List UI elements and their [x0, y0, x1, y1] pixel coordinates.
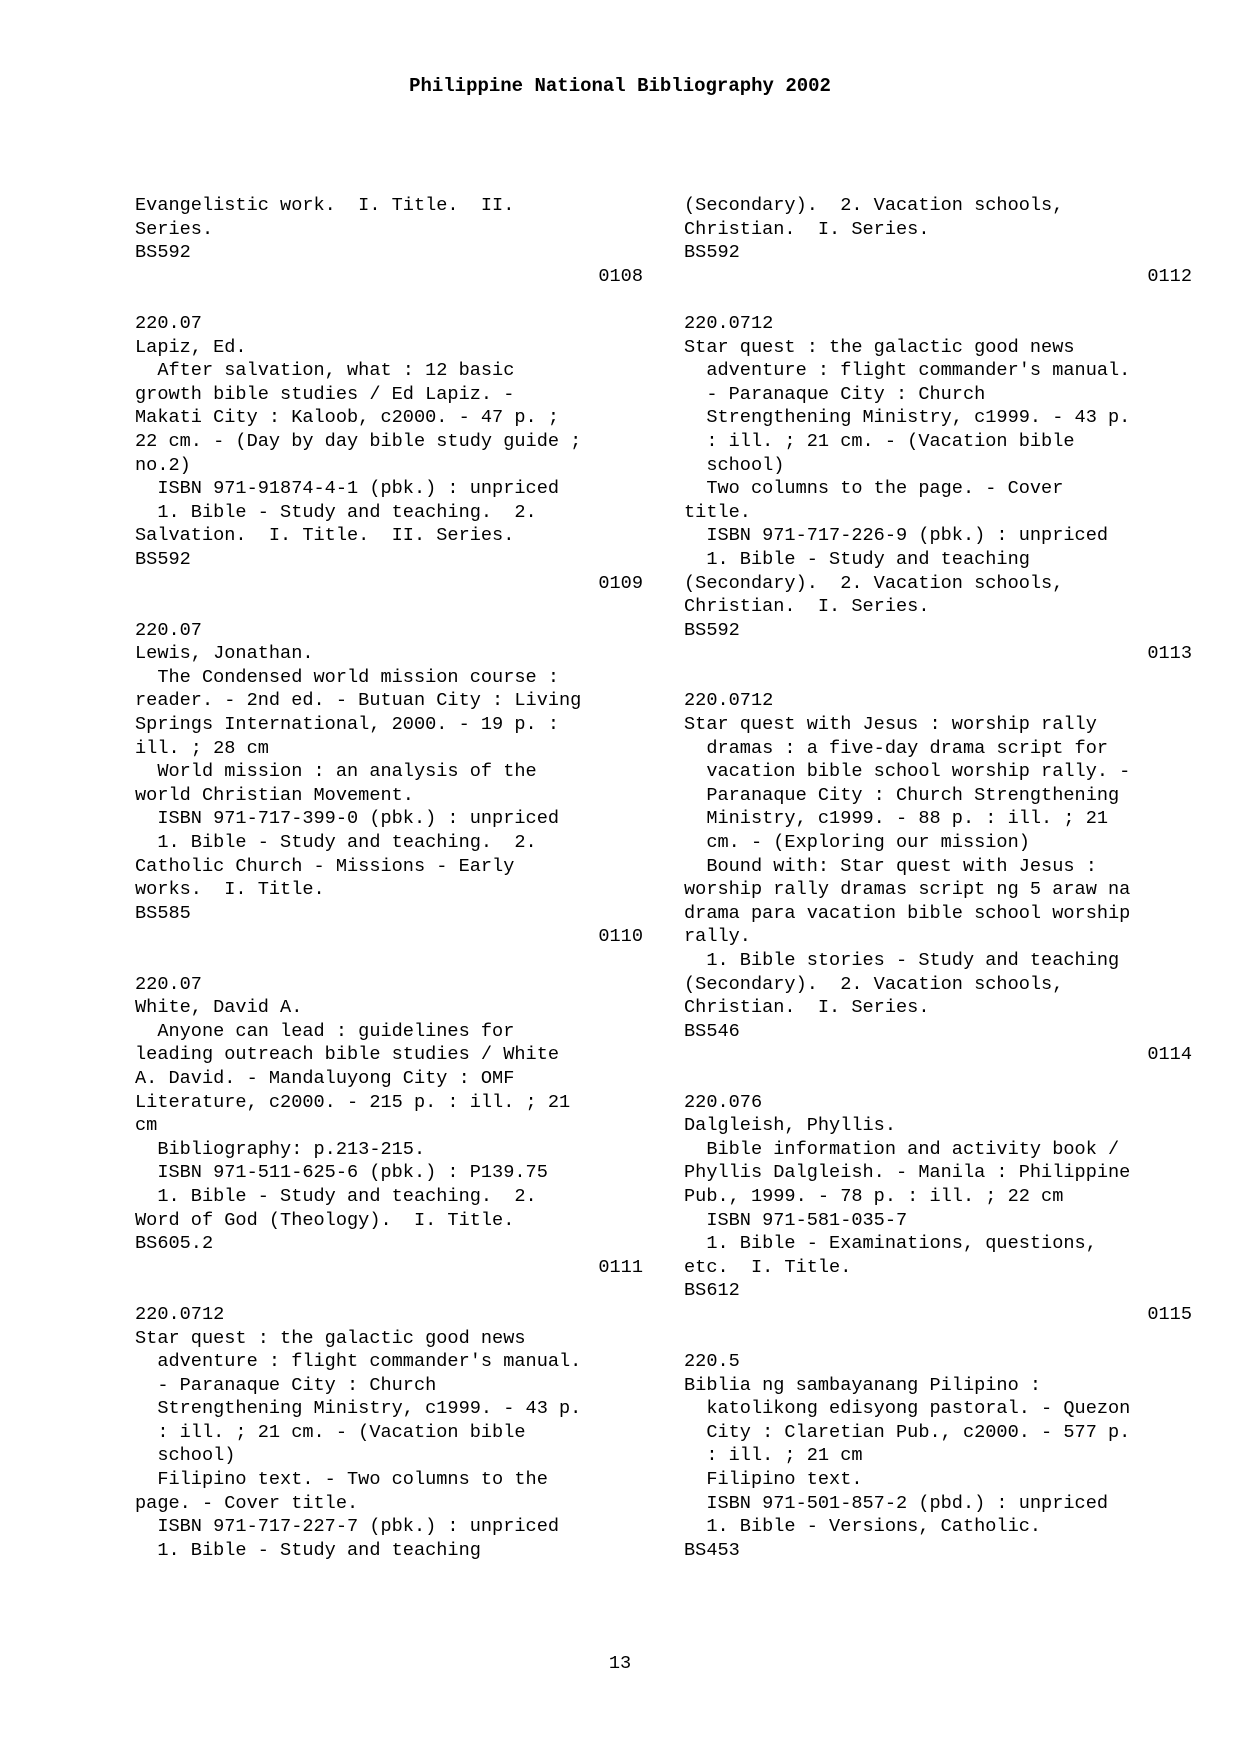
entry-line: growth bible studies / Ed Lapiz. - [135, 383, 515, 405]
entry-line: World mission : an analysis of the [135, 761, 537, 783]
entry-line: katolikong edisyong pastoral. - Quezon [684, 1398, 1131, 1420]
entry-line: worship rally dramas script ng 5 araw na [684, 879, 1131, 901]
entry-line: Catholic Church - Missions - Early [135, 855, 515, 877]
blank-line [684, 1327, 1192, 1351]
entry-number: 0115 [1147, 1303, 1192, 1325]
blank-line [135, 1279, 643, 1303]
entry-line: BS605.2 [135, 1233, 214, 1255]
entry-number: 0110 [598, 926, 643, 948]
entry-line: - Paranaque City : Church [684, 383, 986, 405]
entry-line: Phyllis Dalgleish. - Manila : Philippine [684, 1162, 1131, 1184]
entry-line: : ill. ; 21 cm [684, 1445, 863, 1467]
entry-line: Word of God (Theology). I. Title. [135, 1209, 515, 1231]
entry-line: ISBN 971-501-857-2 (pbd.) : unpriced [684, 1492, 1109, 1514]
entry-line: 1. Bible - Study and teaching. 2. [135, 501, 537, 523]
entry-line: leading outreach bible studies / White [135, 1044, 560, 1066]
entry-line: BS592 [684, 242, 740, 264]
blank-line [135, 949, 643, 973]
left-column [135, 194, 643, 1562]
entry-line: reader. - 2nd ed. - Butuan City : Living [135, 690, 582, 712]
entry-line: Anyone can lead : guidelines for [135, 1020, 515, 1042]
entry-line: Salvation. I. Title. II. Series. [135, 525, 515, 547]
blank-line [684, 288, 1192, 312]
entry-line: Star quest : the galactic good news [135, 1327, 526, 1349]
entry-line: vacation bible school worship rally. - [684, 761, 1131, 783]
entry-line: BS453 [684, 1539, 740, 1561]
entry-line: (Secondary). 2. Vacation schools, [684, 195, 1064, 216]
entry-line: school) [135, 1445, 236, 1467]
entry-line: Springs International, 2000. - 19 p. : [135, 714, 560, 736]
entry-number: 0109 [598, 572, 643, 594]
entry-line: Filipino text. - Two columns to the [135, 1469, 548, 1491]
entry-line: Bible information and activity book / [684, 1138, 1120, 1160]
entry-line: White, David A. [135, 997, 303, 1019]
entry-line: ISBN 971-511-625-6 (pbk.) : P139.75 [135, 1162, 548, 1184]
entry-line: Ministry, c1999. - 88 p. : ill. ; 21 [684, 808, 1109, 830]
entry-line: Bound with: Star quest with Jesus : [684, 855, 1097, 877]
entry-line: 220.07 [135, 619, 202, 641]
entry-line: Filipino text. [684, 1469, 863, 1491]
entry-line: 1. Bible - Study and teaching. 2. [135, 1185, 537, 1207]
entry-line: title. [684, 501, 751, 523]
entry-line: A. David. - Mandaluyong City : OMF [135, 1067, 515, 1089]
entry-line: Makati City : Kaloob, c2000. - 47 p. ; [135, 407, 560, 429]
entry-line: (Secondary). 2. Vacation schools, [684, 572, 1064, 594]
entry-line: Star quest with Jesus : worship rally [684, 714, 1097, 736]
entry-line: 1. Bible - Study and teaching [684, 548, 1030, 570]
entry-line: Lapiz, Ed. [135, 336, 247, 358]
entry-line: Lewis, Jonathan. [135, 643, 314, 665]
entry-line: Star quest : the galactic good news [684, 336, 1075, 358]
page-title: Philippine National Bibliography 2002 [409, 75, 831, 97]
entry-line: - Paranaque City : Church [135, 1374, 437, 1396]
entry-line: ISBN 971-717-227-7 (pbk.) : unpriced [135, 1516, 560, 1538]
entry-number: 0111 [598, 1256, 643, 1278]
entry-line: 220.0712 [684, 312, 774, 334]
entry-line: City : Claretian Pub., c2000. - 577 p. [684, 1421, 1131, 1443]
entry-line: 220.0712 [135, 1303, 225, 1325]
entry-line: 1. Bible - Study and teaching [135, 1539, 481, 1561]
entry-line: 1. Bible - Examinations, questions, [684, 1233, 1097, 1255]
page-number: 13 [608, 1653, 632, 1674]
entry-line: drama para vacation bible school worship [684, 902, 1131, 924]
entry-line: 220.0712 [684, 690, 774, 712]
entry-line: cm. - (Exploring our mission) [684, 832, 1030, 854]
entry-number: 0113 [1147, 643, 1192, 665]
entry-line: The Condensed world mission course : [135, 666, 560, 688]
entry-line: page. - Cover title. [135, 1492, 359, 1514]
entry-line: cm [135, 1115, 158, 1137]
entry-line: BS592 [135, 548, 191, 570]
entry-line: ISBN 971-91874-4-1 (pbk.) : unpriced [135, 478, 560, 500]
entry-line: Biblia ng sambayanang Pilipino : [684, 1374, 1042, 1396]
entry-line: no.2) [135, 454, 191, 476]
entry-line: dramas : a five-day drama script for [684, 737, 1109, 759]
entry-line: BS585 [135, 902, 191, 924]
entry-line: Dalgleish, Phyllis. [684, 1115, 897, 1137]
blank-line [684, 1067, 1192, 1091]
entry-line: 220.076 [684, 1091, 763, 1113]
entry-number: 0108 [598, 265, 643, 287]
entry-line: BS592 [135, 242, 191, 264]
entry-line: (Secondary). 2. Vacation schools, [684, 973, 1064, 995]
entry-line: school) [684, 454, 785, 476]
entry-line: Christian. I. Series. [684, 596, 930, 618]
blank-line [135, 595, 643, 619]
entry-line: Bibliography: p.213-215. [135, 1138, 426, 1160]
entry-line: 1. Bible stories - Study and teaching [684, 950, 1120, 971]
entry-line: BS612 [684, 1280, 740, 1302]
right-column [684, 194, 1192, 1562]
entry-line: Christian. I. Series. [684, 218, 930, 240]
entry-line: adventure : flight commander's manual. [135, 1351, 582, 1373]
entry-line: : ill. ; 21 cm. - (Vacation bible [135, 1421, 526, 1443]
entry-line: 22 cm. - (Day by day bible study guide ; [135, 430, 582, 452]
entry-line: 1. Bible - Versions, Catholic. [684, 1516, 1042, 1538]
entry-line: Series. [135, 218, 214, 240]
entry-line: 1. Bible - Study and teaching. 2. [135, 832, 537, 854]
entry-line: Christian. I. Series. [684, 997, 930, 1019]
entry-line: rally. [684, 926, 751, 948]
entry-line: Evangelistic work. I. Title. II. [135, 195, 515, 216]
blank-line [684, 666, 1192, 690]
entry-line: Strengthening Ministry, c1999. - 43 p. [135, 1398, 582, 1420]
entry-line: After salvation, what : 12 basic [135, 360, 515, 382]
entry-line: Pub., 1999. - 78 p. : ill. ; 22 cm [684, 1185, 1064, 1207]
entry-line: 220.5 [684, 1351, 740, 1373]
entry-line: ISBN 971-581-035-7 [684, 1209, 908, 1231]
entry-line: : ill. ; 21 cm. - (Vacation bible [684, 430, 1075, 452]
blank-line [135, 288, 643, 312]
entry-line: works. I. Title. [135, 879, 325, 901]
entry-line: Two columns to the page. - Cover [684, 478, 1064, 500]
entry-line: ISBN 971-717-226-9 (pbk.) : unpriced [684, 525, 1109, 547]
entry-line: BS546 [684, 1020, 740, 1042]
entry-line: adventure : flight commander's manual. [684, 360, 1131, 382]
entry-line: world Christian Movement. [135, 784, 414, 806]
entry-line: 220.07 [135, 973, 202, 995]
entry-number: 0114 [1147, 1044, 1192, 1066]
entry-line: ill. ; 28 cm [135, 737, 269, 759]
entry-line: Literature, c2000. - 215 p. : ill. ; 21 [135, 1091, 571, 1113]
entry-line: Paranaque City : Church Strengthening [684, 784, 1120, 806]
entry-line: Strengthening Ministry, c1999. - 43 p. [684, 407, 1131, 429]
entry-line: 220.07 [135, 312, 202, 334]
entry-line: BS592 [684, 619, 740, 641]
entry-line: ISBN 971-717-399-0 (pbk.) : unpriced [135, 808, 560, 830]
entry-number: 0112 [1147, 265, 1192, 287]
entry-line: etc. I. Title. [684, 1256, 852, 1278]
